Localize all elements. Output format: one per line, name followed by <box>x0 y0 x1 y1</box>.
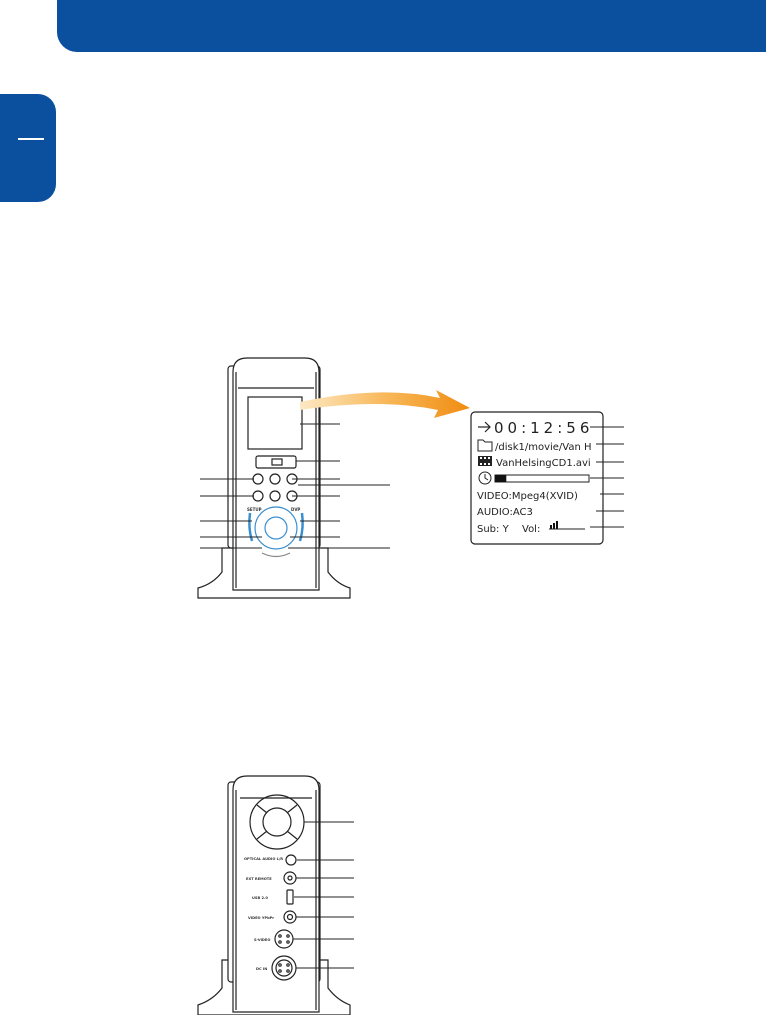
film-icon <box>478 456 492 466</box>
lcd-sub: Sub: Y <box>477 524 509 535</box>
volume-bar <box>556 521 558 529</box>
zoom-arrow <box>300 390 470 418</box>
lcd-path: /disk1/movie/Van H <box>495 442 592 453</box>
usb-label: USB 2.0 <box>252 896 268 900</box>
lcd-time: 00:12:56 <box>494 419 594 437</box>
ext-remote-label: EXT REMOTE <box>246 877 272 881</box>
lcd-progress-track <box>495 475 589 482</box>
lcd-video: VIDEO:Mpeg4(XVID) <box>477 491 578 502</box>
lcd-progress-fill <box>495 475 506 482</box>
folder-icon <box>478 440 492 451</box>
dvp-button-label: DVP <box>291 507 301 512</box>
svideo-label: S-VIDEO <box>254 938 271 942</box>
lcd-vol-label: Vol: <box>522 524 541 535</box>
dcin-label: DC IN <box>256 967 268 971</box>
setup-button-label: SETUP <box>247 507 262 512</box>
optical-label: OPTICAL AUDIO L/R <box>244 857 284 861</box>
video-label: VIDEO YPbPr <box>248 916 275 920</box>
front-lcd-window <box>248 397 302 449</box>
rear-view <box>198 776 354 1015</box>
lcd-file: VanHelsingCD1.avi <box>496 458 591 469</box>
lcd-audio: AUDIO:AC3 <box>477 507 533 518</box>
volume-bar <box>550 525 552 529</box>
volume-bar <box>553 523 555 529</box>
